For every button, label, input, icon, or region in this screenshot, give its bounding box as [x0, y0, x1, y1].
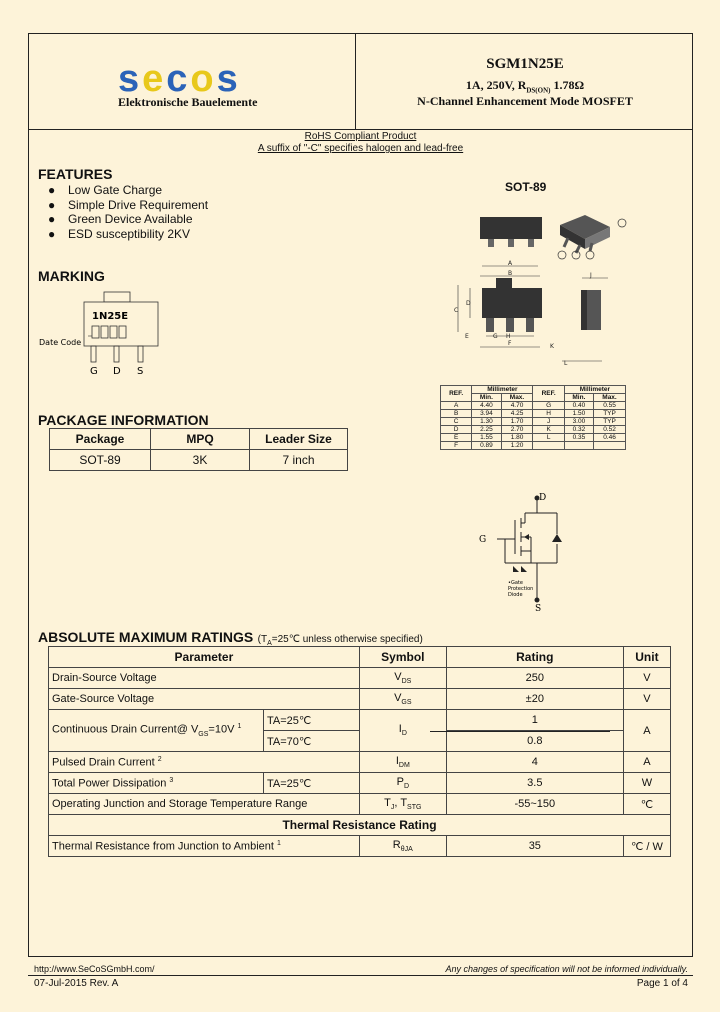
package-info-title: PACKAGE INFORMATION — [38, 412, 209, 428]
footer-date: 07-Jul-2015 Rev. A — [34, 978, 119, 989]
amr-table — [48, 646, 671, 857]
table-row: Drain-Source Voltage $V_{DS}$ 250 V — [49, 668, 671, 689]
sot89-drawing — [440, 205, 640, 375]
dim-label-j: J — [590, 272, 592, 279]
dim-label-b: B — [508, 270, 513, 277]
list-item: ● Low Gate Charge — [48, 183, 163, 197]
table-row: SOT-89 3K 7 inch — [50, 450, 348, 471]
table-row: TA=70℃ 0.8 — [49, 731, 671, 752]
marking-body — [84, 302, 158, 346]
dim-label-c: C — [454, 307, 459, 314]
schematic-gate-label: G — [479, 535, 487, 545]
pin-label-g: G — [90, 366, 98, 377]
table-row: A 4.40 4.70 G 0.40 0.55 — [441, 402, 626, 410]
mosfet-schematic — [475, 488, 575, 613]
marking-title: MARKING — [38, 268, 105, 284]
list-item: ● Simple Drive Requirement — [48, 197, 209, 212]
marking-code: 1N25E — [92, 311, 129, 322]
amr-title: ABSOLUTE MAXIMUM RATINGS — [38, 629, 254, 645]
table-row: Gate-Source Voltage $V_{GS}$ ±20 V — [49, 689, 671, 710]
table-row: C 1.30 1.70 J 3.00 TYP — [441, 418, 626, 426]
table-row: F 0.89 1.20 — [441, 442, 626, 450]
pin-label-s: S — [137, 366, 144, 377]
rating-divider — [430, 731, 610, 732]
table-row: Min. Max. Min. Max. — [441, 394, 626, 402]
package-info-table — [49, 428, 348, 471]
dim-label-g: G — [493, 333, 498, 340]
table-row: Operating Junction and Storage Temperature Range $T_J$, $T_{STG}$ -55~150 ℃ — [49, 794, 671, 815]
table-row: Package MPQ Leader Size — [50, 429, 348, 450]
svg-text:Protection: Protection — [508, 586, 534, 592]
package-side-view — [587, 290, 601, 330]
table-row: D 2.25 2.70 K 0.32 0.52 — [441, 426, 626, 434]
logo-subtitle: Elektronische Bauelemente — [118, 95, 258, 109]
part-number: SGM1N25E — [486, 56, 564, 72]
package-title: SOT-89 — [505, 180, 547, 194]
table-row: E 1.55 1.80 L 0.35 0.46 — [441, 434, 626, 442]
dim-label-l: L — [564, 360, 568, 367]
rohs-note: RoHS Compliant Product A suffix of "-C" specifies halogen and lead-free — [257, 131, 464, 154]
schematic-source-label: S — [535, 604, 542, 613]
package-body-front — [480, 217, 542, 239]
table-row: Thermal Resistance Rating — [49, 815, 671, 836]
header-vdivider — [355, 33, 356, 129]
table-row: Continuous Drain Current@ $V_{GS}=10V$ $^1$ TA=25℃ $I_D$ 1 A — [49, 710, 671, 731]
svg-text:Diode: Diode — [508, 592, 523, 598]
features-title: FEATURES — [38, 166, 113, 182]
footer-url[interactable]: http://www.SeCoSGmbH.com/ — [34, 964, 155, 974]
schematic-drain-label: D — [539, 493, 547, 503]
company-logo: secos — [118, 58, 241, 100]
table-row: Parameter Symbol Rating Unit — [49, 647, 671, 668]
table-row: Pulsed Drain Current $^2$ $I_{DM}$ 4 A — [49, 752, 671, 773]
header-divider — [28, 129, 693, 130]
marking-drawing — [36, 290, 166, 380]
dim-label-e: E — [465, 333, 469, 340]
list-item: ● ESD susceptibility 2KV — [48, 226, 191, 241]
table-row: REF. Millimeter REF. Millimeter — [441, 386, 626, 394]
list-item: ● Green Device Available — [48, 212, 193, 226]
pin-label-d: D — [113, 366, 121, 377]
amr-title-row — [38, 629, 423, 647]
dimension-table — [440, 385, 626, 450]
dim-label-k: K — [550, 343, 554, 350]
features-list — [48, 183, 208, 241]
schematic-note: •Gate — [508, 580, 523, 586]
footer-page: Page 1 of 4 — [636, 978, 688, 989]
dim-label-d: D — [466, 300, 471, 307]
table-row: B 3.94 4.25 H 1.50 TYP — [441, 410, 626, 418]
table-row: Total Power Dissipation $^3$ TA=25℃ $P_D$ 3.5 W — [49, 773, 671, 794]
amr-condition: ($T_A=25℃$ unless otherwise specified) — [257, 634, 423, 647]
footer-divider — [28, 975, 693, 976]
dim-label-f: F — [508, 340, 512, 347]
dim-label-a: A — [508, 260, 513, 267]
date-code-label: Date Code — [39, 338, 82, 347]
table-row: Thermal Resistance from Junction to Ambient $^1$ $R_{\theta JA}$ 35 ℃ / W — [49, 836, 671, 857]
part-description: N-Channel Enhancement Mode MOSFET — [417, 94, 633, 108]
part-specs: 1A, 250V, $R_{DS(ON)}$ 1.78Ω — [465, 78, 585, 95]
footer-notice: Any changes of specification will not be informed individually. — [445, 964, 688, 974]
dim-label-h: H — [506, 333, 511, 340]
package-top-view — [482, 288, 542, 318]
